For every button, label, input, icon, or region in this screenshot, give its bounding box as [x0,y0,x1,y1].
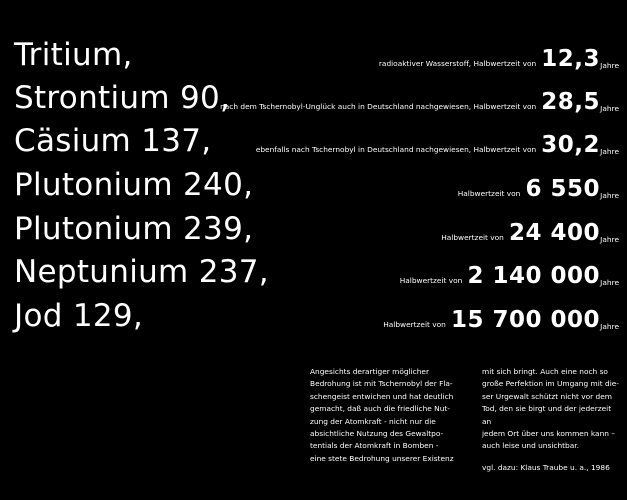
isotope-row [0,36,627,80]
half-life-value: 15 700 000 [450,307,600,333]
body-text-column-1: Angesichts derartiger möglicher Bedrohung ist mit Tschernobyl der Fla- schengeist entwichen und hat deutlich gemacht, daß auch die friedliche Nut- zung der Atomkraft - nicht nur die absichtliche Nutzung des Gewaltpo- tentials der Atomkraft in Bomben - eine stete Bedrohung unserer Existenz [310,367,454,463]
body-text-column-2-text: mit sich bringt. Auch eine noch so große Perfektion im Umgang mit die- ser Urgewalt schützt nicht vor dem Tod, den sie birgt und der jederzeit an jedem Ort über uns kommen kann – auch leise und unsichtbar. [482,367,619,451]
half-life-value: 30,2 [541,132,600,158]
half-life-info [379,46,600,72]
half-life-info [383,307,600,333]
half-life-description: nach dem Tschernobyl-Unglück auch in Deutschland nachgewiesen, Halbwertzeit von [220,102,537,111]
isotope-name: Plutonium 240, [14,167,254,203]
isotope-name: Plutonium 239, [14,211,254,247]
isotope-name: Tritium, [14,37,133,73]
half-life-description: Halbwertzeit von [441,233,504,242]
isotope-row [0,79,627,123]
isotope-name: Jod 129, [14,298,144,334]
half-life-value: 28,5 [541,89,600,115]
half-life-value: 12,3 [541,46,600,72]
isotope-row [0,210,627,254]
body-text-column-2 [482,366,622,474]
source-citation: vgl. dazu: Klaus Traube u. a., 1986 [482,462,610,472]
isotope-row [0,166,627,210]
half-life-unit: Jahre [600,278,619,287]
half-life-unit: Jahre [600,235,619,244]
half-life-unit: Jahre [600,322,619,331]
half-life-value: 24 400 [508,220,600,246]
half-life-description: Halbwertzeit von [457,189,521,198]
half-life-unit: Jahre [600,104,619,113]
half-life-value: 6 550 [525,176,600,202]
half-life-info [400,263,600,289]
isotope-name: Neptunium 237, [14,254,269,290]
half-life-unit: Jahre [600,147,619,156]
half-life-info [220,89,600,115]
half-life-info [441,220,600,246]
isotope-row [0,253,627,297]
half-life-unit: Jahre [600,61,619,70]
isotope-name: Cäsium 137, [14,123,212,159]
half-life-info [256,132,600,158]
half-life-info [458,176,600,202]
half-life-description: ebenfalls nach Tschernobyl in Deutschland nachgewiesen, Halbwertzeit von [255,145,537,154]
isotope-row [0,297,627,341]
half-life-description: Halbwertzeit von [399,276,463,285]
half-life-description: radioaktiver Wasserstoff, Halbwertzeit von [378,59,537,68]
isotope-row [0,122,627,166]
half-life-description: Halbwertzeit von [383,320,446,329]
isotope-name: Strontium 90, [14,80,231,116]
half-life-value: 2 140 000 [467,263,600,289]
half-life-unit: Jahre [600,191,619,200]
